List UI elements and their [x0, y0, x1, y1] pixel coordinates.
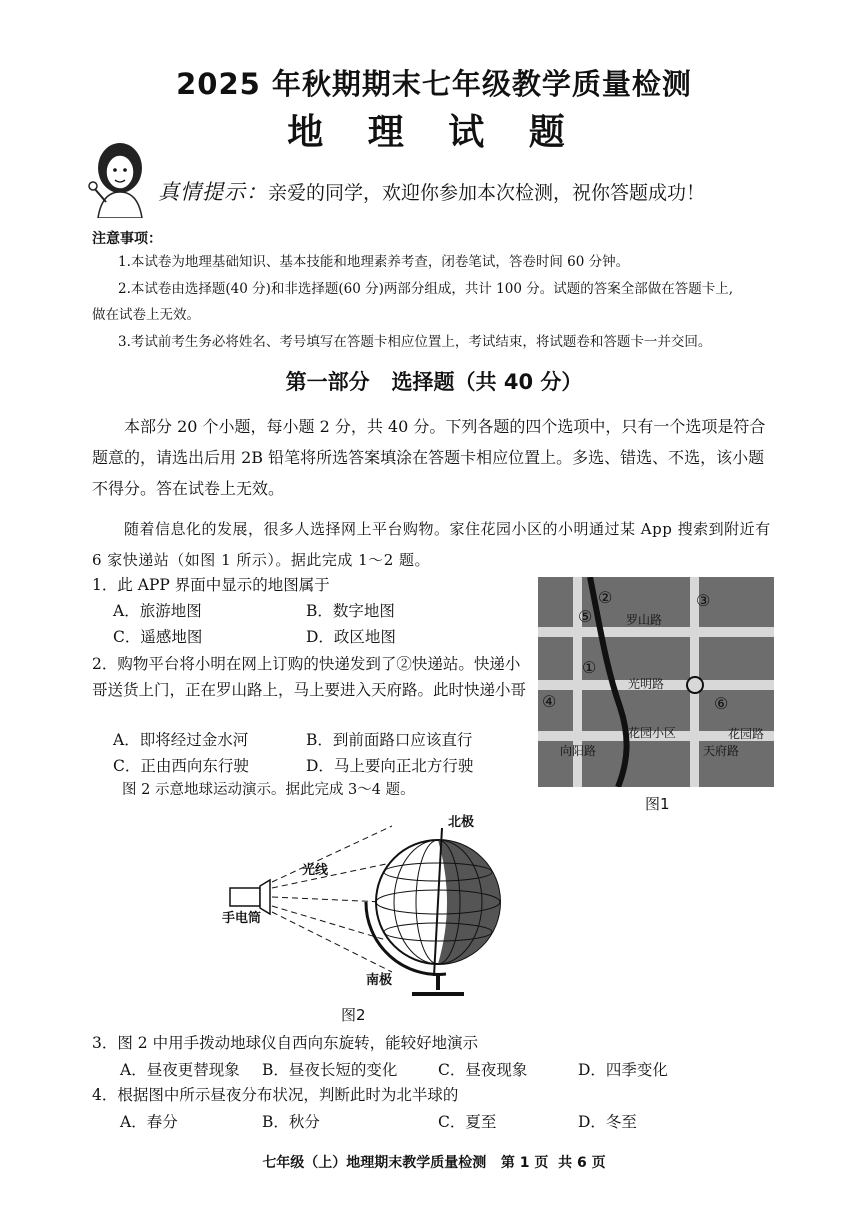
q1-option-b[interactable]: B．数字地图: [306, 602, 395, 620]
tip-text: 亲爱的同学，欢迎你参加本次检测，祝你答题成功！: [268, 182, 706, 204]
q4-option-c[interactable]: C．夏至: [438, 1113, 497, 1131]
q1-option-a[interactable]: A．旅游地图: [113, 602, 202, 620]
label-south-pole: 南极: [366, 973, 393, 988]
material-1: 随着信息化的发展，很多人选择网上平台购物。家住花园小区的小明通过某 App 搜索到附近有 6 家快递站（如图 1 所示）。据此完成 1～2 题。: [92, 520, 771, 569]
question-3-stem: 3．图 2 中用手拨动地球仪自西向东旋转，能较好地演示: [92, 1034, 479, 1052]
q3-option-c[interactable]: C．昼夜现象: [438, 1061, 528, 1079]
question-2-stem: 2．购物平台将小明在网上订购的快递发到了②快递站。快递小哥送货上门，正在罗山路上，马上要进入天府路。此时快递小哥: [92, 655, 527, 699]
page-footer: 七年级（上）地理期末教学质量检测 第 1 页 共 6 页: [262, 1155, 606, 1171]
q4-option-d[interactable]: D．冬至: [578, 1113, 637, 1131]
q4-option-a[interactable]: A．春分: [120, 1113, 178, 1131]
figure-2-caption: 图2: [341, 1006, 366, 1024]
exam-title: 2025 年秋期期末七年级教学质量检测: [176, 67, 692, 101]
station-2: ②: [598, 588, 613, 607]
tip-label: 真情提示：: [158, 180, 268, 204]
label-light-rays: 光线: [302, 863, 329, 878]
note-item-2: 2.本试卷由选择题(40 分)和非选择题(60 分)两部分组成，共计 100 分。试题的答案全部做在答题卡上,: [118, 281, 734, 297]
station-1: ①: [582, 658, 597, 677]
q1-option-d[interactable]: D．政区地图: [306, 628, 396, 646]
q2-option-a[interactable]: A．即将经过金水河: [113, 731, 249, 749]
notes-heading: 注意事项：: [92, 231, 162, 247]
note-item-2-cont: 做在试卷上无效。: [92, 307, 200, 323]
station-3: ③: [696, 591, 711, 610]
label-flashlight: 手电筒: [222, 911, 262, 926]
road-huayuan: 花园路: [728, 727, 765, 741]
q3-option-b[interactable]: B．昼夜长短的变化: [262, 1061, 398, 1079]
q2-option-c[interactable]: C．正由西向东行驶: [113, 757, 249, 775]
figure-2-globe: [216, 812, 516, 1002]
figure-1-map: [538, 577, 774, 787]
road-tianfu: 天府路: [703, 744, 740, 758]
q3-option-a[interactable]: A．昼夜更替现象: [120, 1061, 240, 1079]
road-garden-community: 花园小区: [628, 726, 677, 740]
label-north-pole: 北极: [448, 815, 475, 830]
road-guangming: 光明路: [628, 677, 665, 691]
section-title: 第一部分 选择题（共 40 分）: [285, 370, 583, 394]
q2-option-d[interactable]: D．马上要向正北方行驶: [306, 757, 474, 775]
road-xiangyang: 向阳路: [560, 744, 597, 758]
note-item-3: 3.考试前考生务必将姓名、考号填写在答题卡相应位置上，考试结束，将试题卷和答题卡一并交回。: [118, 334, 712, 350]
station-4: ④: [542, 692, 557, 711]
q3-option-d[interactable]: D．四季变化: [578, 1061, 668, 1079]
station-5: ⑤: [578, 607, 593, 626]
station-6: ⑥: [714, 694, 729, 713]
road-luoshan: 罗山路: [626, 613, 663, 627]
teacher-illustration: [84, 140, 156, 218]
material-2: 图 2 示意地球运动演示。据此完成 3～4 题。: [122, 782, 415, 798]
note-item-1: 1.本试卷为地理基础知识、基本技能和地理素养考查，闭卷笔试，答卷时间 60 分钟。: [118, 254, 630, 270]
figure-1-caption: 图1: [645, 795, 670, 813]
greeting-line: [158, 176, 705, 206]
section-intro: 本部分 20 个小题，每小题 2 分，共 40 分。下列各题的四个选项中，只有一个选项是符合题意的，请选出后用 2B 铅笔将所选答案填涂在答题卡相应位置上。多选、错选、不选，该小题不得分。答在试卷上无效。: [92, 417, 766, 498]
subject-title: 地 理 试 题: [287, 112, 581, 153]
q1-option-c[interactable]: C．遥感地图: [113, 628, 203, 646]
q2-option-b[interactable]: B．到前面路口应该直行: [306, 731, 473, 749]
q4-option-b[interactable]: B．秋分: [262, 1113, 320, 1131]
question-4-stem: 4．根据图中所示昼夜分布状况，判断此时为北半球的: [92, 1086, 459, 1104]
question-1-stem: 1．此 APP 界面中显示的地图属于: [92, 576, 330, 594]
